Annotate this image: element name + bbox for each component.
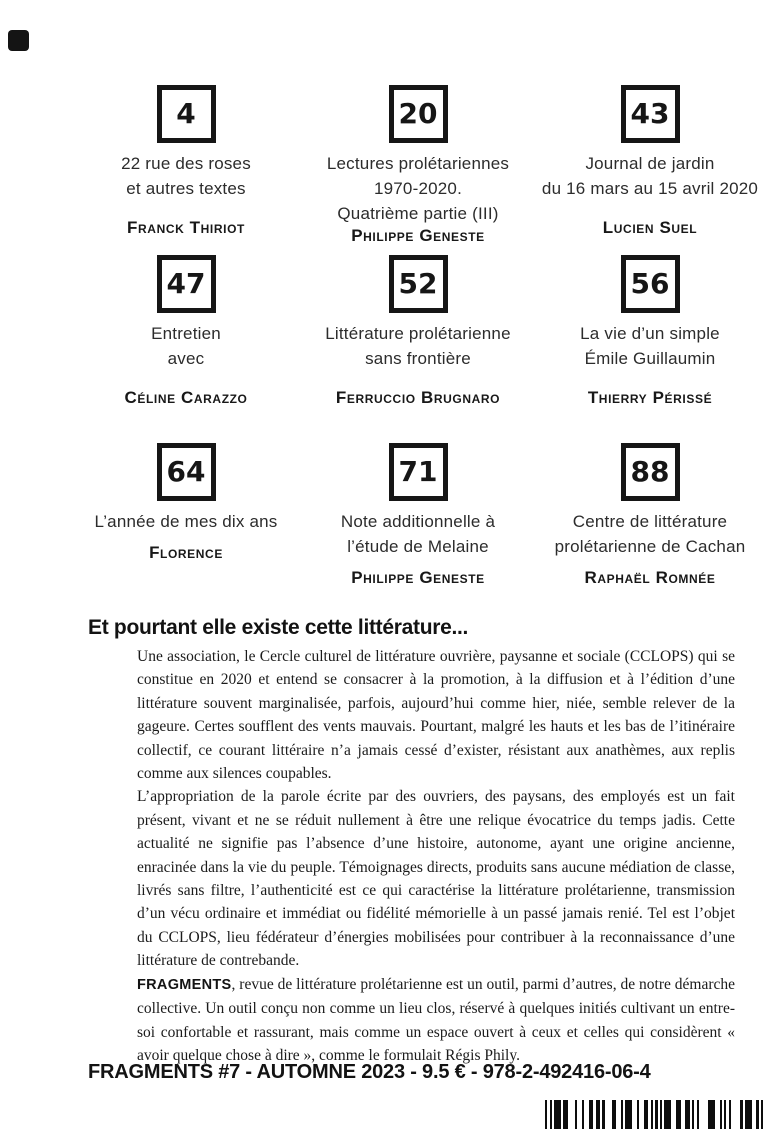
entry-title-line: Note additionnelle à — [340, 512, 496, 531]
entry-title-line: du 16 mars au 15 avril 2020 — [541, 179, 759, 198]
entry-title-line: Centre de littérature — [572, 512, 728, 531]
toc-entry — [302, 255, 534, 408]
entry-title-line: Émile Guillaumin — [584, 349, 716, 368]
entry-title — [580, 321, 720, 371]
entry-author: Florence — [149, 543, 223, 562]
toc-row — [70, 85, 766, 245]
page-number: 64 — [166, 455, 206, 488]
entry-title — [325, 321, 511, 371]
page-number: 43 — [630, 97, 670, 130]
editorial-paragraph: L’appropriation de la parole écrite par des ouvriers, des paysans, des employés est un fait présent, vivant et ne se réduit nullement à être une relique évocatrice du temps jadis. Cette actualité ne signifie pas l’absence d’une histoire, autonome, ayant une origine ancienne, enracinée dans la vie du peuple. Témoignages directs, produits sans aucune médiation de classe, livrés sans filtre, l’authenticité est ce qui caractérise la littérature prolétarienne, transmission d’un vécu ordinaire et immédiat ou fidélité mémorielle à un passé jamais renié. Tel est l’objet du CCLOPS, lieu fédérateur d’énergies mobilisées pour contribuer à la reconnaissance d’une littérature de contrebande. — [137, 788, 735, 970]
entry-author: Thierry Périssé — [587, 388, 713, 407]
page-number-box — [389, 255, 448, 313]
editorial-paragraph — [137, 973, 735, 1068]
entry-author: Raphaël Romnée — [584, 568, 716, 587]
entry-title — [341, 509, 495, 559]
entry-author: Lucien Suel — [602, 218, 698, 237]
entry-title-line: sans frontière — [365, 349, 471, 368]
entry-title-line: prolétarienne de Cachan — [554, 537, 746, 556]
entry-author: Céline Carazzo — [124, 388, 248, 407]
entry-title-line: Lectures prolétariennes — [326, 154, 510, 173]
entry-title-line: et autres textes — [126, 179, 246, 198]
entry-title — [327, 151, 509, 226]
entry-title-line: L’année de mes dix ans — [94, 512, 278, 531]
page-number: 52 — [398, 267, 438, 300]
entry-title-line: La vie d’un simple — [580, 324, 720, 343]
page-number-box — [621, 85, 680, 143]
page-number-box — [389, 443, 448, 501]
toc-entry — [70, 443, 302, 588]
page-number: 71 — [398, 455, 438, 488]
toc-entry — [534, 443, 766, 588]
entry-title-line: Littérature prolétarienne — [325, 324, 511, 343]
entry-author: Philippe Geneste — [351, 568, 485, 587]
toc-row — [70, 255, 766, 408]
page-number-box — [157, 85, 216, 143]
entry-title-line: l’étude de Melaine — [347, 537, 489, 556]
entry-title-line: Journal de jardin — [585, 154, 715, 173]
entry-title — [151, 321, 221, 371]
toc-row — [70, 443, 766, 588]
entry-title — [542, 151, 758, 201]
editorial-heading: Et pourtant elle existe cette littérature... — [88, 616, 469, 639]
page-number: 56 — [630, 267, 670, 300]
toc-entry — [70, 85, 302, 238]
page-number-box — [157, 255, 216, 313]
entry-title — [94, 509, 277, 534]
entry-title-line: Entretien — [151, 324, 221, 343]
toc-entry — [534, 255, 766, 408]
toc-entry — [70, 255, 302, 408]
page-number: 47 — [166, 267, 206, 300]
editorial-paragraph: Une association, le Cercle culturel de littérature ouvrière, paysanne et sociale (CCLOPS) qui se constitue en 2020 et entend se consacrer à la promotion, à la diffusion et à l’édition d’une littérature souvent marginalisée, parfois, aujourd’hui comme hier, niée, semble relever de la gageure. Certes soufflent des vents mauvais. Pourtant, malgré les hauts et les bas de l’itinéraire collectif, ce courant littéraire n’a jamais cessé d’exister, résistant aux anathèmes, aux replis comme aux silences coupables. — [137, 648, 735, 783]
barcode — [545, 1100, 765, 1129]
page-number-box — [157, 443, 216, 501]
corner-mark — [8, 30, 29, 51]
page-number: 88 — [630, 455, 670, 488]
entry-title — [121, 151, 251, 201]
entry-author: Franck Thiriot — [127, 218, 245, 237]
page-number-box — [621, 443, 680, 501]
entry-author: Philippe Geneste — [351, 226, 485, 245]
editorial-body — [137, 645, 735, 1067]
toc-entry — [302, 85, 534, 245]
entry-author: Ferruccio Brugnaro — [335, 388, 501, 407]
editorial-paragraph-text: , revue de littérature prolétarienne est un outil, parmi d’autres, de notre démarche collective. Un outil conçu non comme un lieu clos, réservé à quelques initiés cultivant un entre-soi confortable et rassurant, mais comme un espace ouvert à ceux et celles qui considèrent « avoir quelque chose à dire », comme le formulait Régis Phily. — [137, 975, 735, 1064]
page-number: 4 — [176, 97, 196, 130]
issue-info-line: FRAGMENTS #7 - AUTOMNE 2023 - 9.5 € - 978-2-492416-06-4 — [88, 1061, 651, 1083]
toc-entry — [302, 443, 534, 588]
entry-title-line: 22 rue des roses — [121, 154, 251, 173]
page-number-box — [621, 255, 680, 313]
page-number: 20 — [398, 97, 438, 130]
magazine-name-inline: FRAGMENTS — [137, 976, 232, 993]
entry-title-line: Quatrième partie (III) — [337, 204, 499, 223]
entry-title-line: avec — [167, 349, 205, 368]
entry-title — [555, 509, 746, 559]
page-number-box — [389, 85, 448, 143]
toc-entry — [534, 85, 766, 238]
entry-title-line: 1970-2020. — [373, 179, 462, 198]
